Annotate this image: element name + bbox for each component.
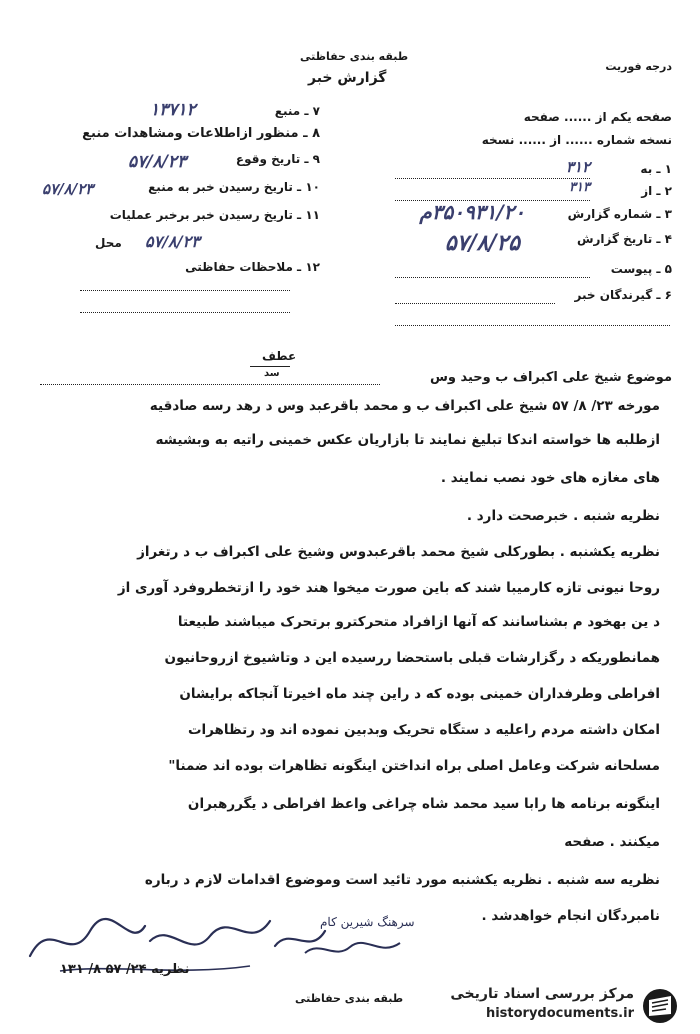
- field-security-notes-label: ۱۲ ـ ملاحظات حفاظتی: [185, 260, 320, 274]
- archive-url: historydocuments.ir: [485, 1006, 634, 1021]
- field-from-label: ۲ ـ از: [641, 184, 672, 198]
- field-received-date-value: ۵۷/۸/۲۳: [42, 180, 94, 198]
- field-place-label: محل: [95, 236, 122, 250]
- body-line-3: های مغازه های خود نصب نمایند .: [440, 470, 660, 486]
- field-report-date-label: ۴ ـ تاریخ گزارش: [576, 232, 672, 246]
- svg-text:سرهنگ شیرین کام: سرهنگ شیرین کام: [320, 915, 415, 929]
- body-line-14: نظریه سه شنبه . نظریه یکشنبه مورد تائید است وموضوع اقدامات لازم د رباره: [144, 872, 660, 888]
- archive-logo-icon: [640, 986, 680, 1026]
- body-line-15: نامبردگان انجام خواهدشد .: [481, 908, 660, 924]
- body-line-11: مسلحانه شرکت وعامل اصلی براه انداختن اینگونه تظاهرات بوده اند ضمنا": [168, 758, 660, 774]
- body-line-7: د ین بهخود م بشناسانند که آنها ازافراد متحرکترو برتحرک میباشند طبیعتا: [177, 614, 660, 630]
- field-recipients-dots: [395, 303, 555, 304]
- field-occurrence-date-label: ۹ ـ تاریخ وقوع: [235, 152, 320, 166]
- field-attachment-label: ۵ ـ پیوست: [610, 262, 672, 276]
- subject-dots: [40, 384, 380, 385]
- copy-number: نسخه شماره ...... از ...... نسخه: [481, 133, 672, 147]
- reference-sub: سد: [264, 368, 280, 379]
- initials-scribble: [300, 935, 410, 965]
- priority-label: درجه فوریت: [605, 60, 672, 73]
- page-count: صفحه یکم از ...... صفحه: [523, 110, 672, 124]
- body-line-10: امکان داشته مردم راعلیه د ستگاه تحریک وبدبین نموده اند ود رتظاهرات: [187, 722, 660, 738]
- document-title: گزارش خبر: [308, 70, 387, 86]
- footer-date-note: نظریه ۲۴/ ۵۷ ۸/ ۱۳۱: [60, 962, 190, 977]
- body-line-8: همانطوریکه د رگزارشات قبلی باستحضا ررسیده این د وتاشیوخ ازروحانیون: [164, 650, 660, 666]
- field-ops-date-label: ۱۱ ـ تاریخ رسیدن خبر برخبر عملیات: [109, 208, 320, 222]
- field-to-dots: [395, 178, 590, 179]
- field-occurrence-date-value: ۵۷/۸/۲۳: [128, 152, 187, 172]
- field-recipients-label: ۶ ـ گیرندگان خبر: [574, 288, 672, 302]
- body-line-6: روحا نیونی تازه کارمیبا شند که باین صورت میخوا هند خود را ازتخطروفرد آوری از: [117, 580, 660, 596]
- field-from-value: ۳۱۳: [569, 180, 590, 195]
- archive-watermark: [380, 986, 680, 1026]
- field-to-value: ۳۱۲: [565, 158, 590, 176]
- field-ops-date-value: ۵۷/۸/۲۳: [145, 232, 200, 251]
- body-line-12: اینگونه برنامه ها رابا سید محمد شاه چراغی واعظ افراطی د یگررهبران: [187, 796, 660, 812]
- field-report-date-value: ۵۷/۸/۲۵: [444, 230, 520, 256]
- body-line-1: مورخه ۲۳/ ۸/ ۵۷ شیخ علی اکبراف ب و محمد باقرعبد وس د رهد رسه صادقیه: [149, 398, 660, 414]
- field-source-value: ۱۳۷۱۲: [150, 100, 196, 120]
- field-recipients-dots-2: [395, 325, 670, 326]
- reference-label: عطف: [262, 349, 297, 363]
- field-purpose-label: ۸ ـ منظور ازاطلاعات ومشاهدات منبع: [82, 126, 320, 141]
- field-to-label: ۱ ـ به: [640, 162, 672, 176]
- body-line-9: افراطی وطرفداران خمینی بوده که د راین چند ماه اخیرتا آنجاکه برایشان: [179, 686, 660, 702]
- subject-line: موضوع شیخ علی اکبراف ب وحید وس: [429, 370, 672, 385]
- body-line-4: نظریه شنبه . خبرصحت دارد .: [466, 508, 660, 524]
- body-line-13: میکنند . صفحه: [564, 834, 660, 850]
- field-report-number-value: ۳۵۰۹۳۱/۲۰م: [419, 200, 525, 224]
- footer-classification: طبقه بندی حفاظتی: [295, 992, 404, 1005]
- body-line-2: ازطلبه ها خواسته اندکا تبلیغ نمایند تا بازاریان عکس خمینی راتیه به وبشیشه: [155, 432, 660, 448]
- field-attachment-dots: [395, 277, 590, 278]
- field-received-date-label: ۱۰ ـ تاریخ رسیدن خبر به منبع: [148, 180, 320, 194]
- archive-name: مرکز بررسی اسناد تاریخی: [450, 986, 634, 1002]
- field-source-label: ۷ ـ منبع: [274, 104, 320, 118]
- field-notes-dots-1: [80, 290, 290, 291]
- field-notes-dots-2: [80, 312, 290, 313]
- field-report-number-label: ۳ ـ شماره گزارش: [567, 207, 672, 221]
- header-classification: طبقه بندی حفاظتی: [300, 50, 409, 63]
- reference-underline: [250, 366, 290, 367]
- body-line-5: نظریه یکشنبه . بطورکلی شیخ محمد باقرعبدوس وشیخ علی اکبراف ب د رتغراز: [137, 544, 660, 560]
